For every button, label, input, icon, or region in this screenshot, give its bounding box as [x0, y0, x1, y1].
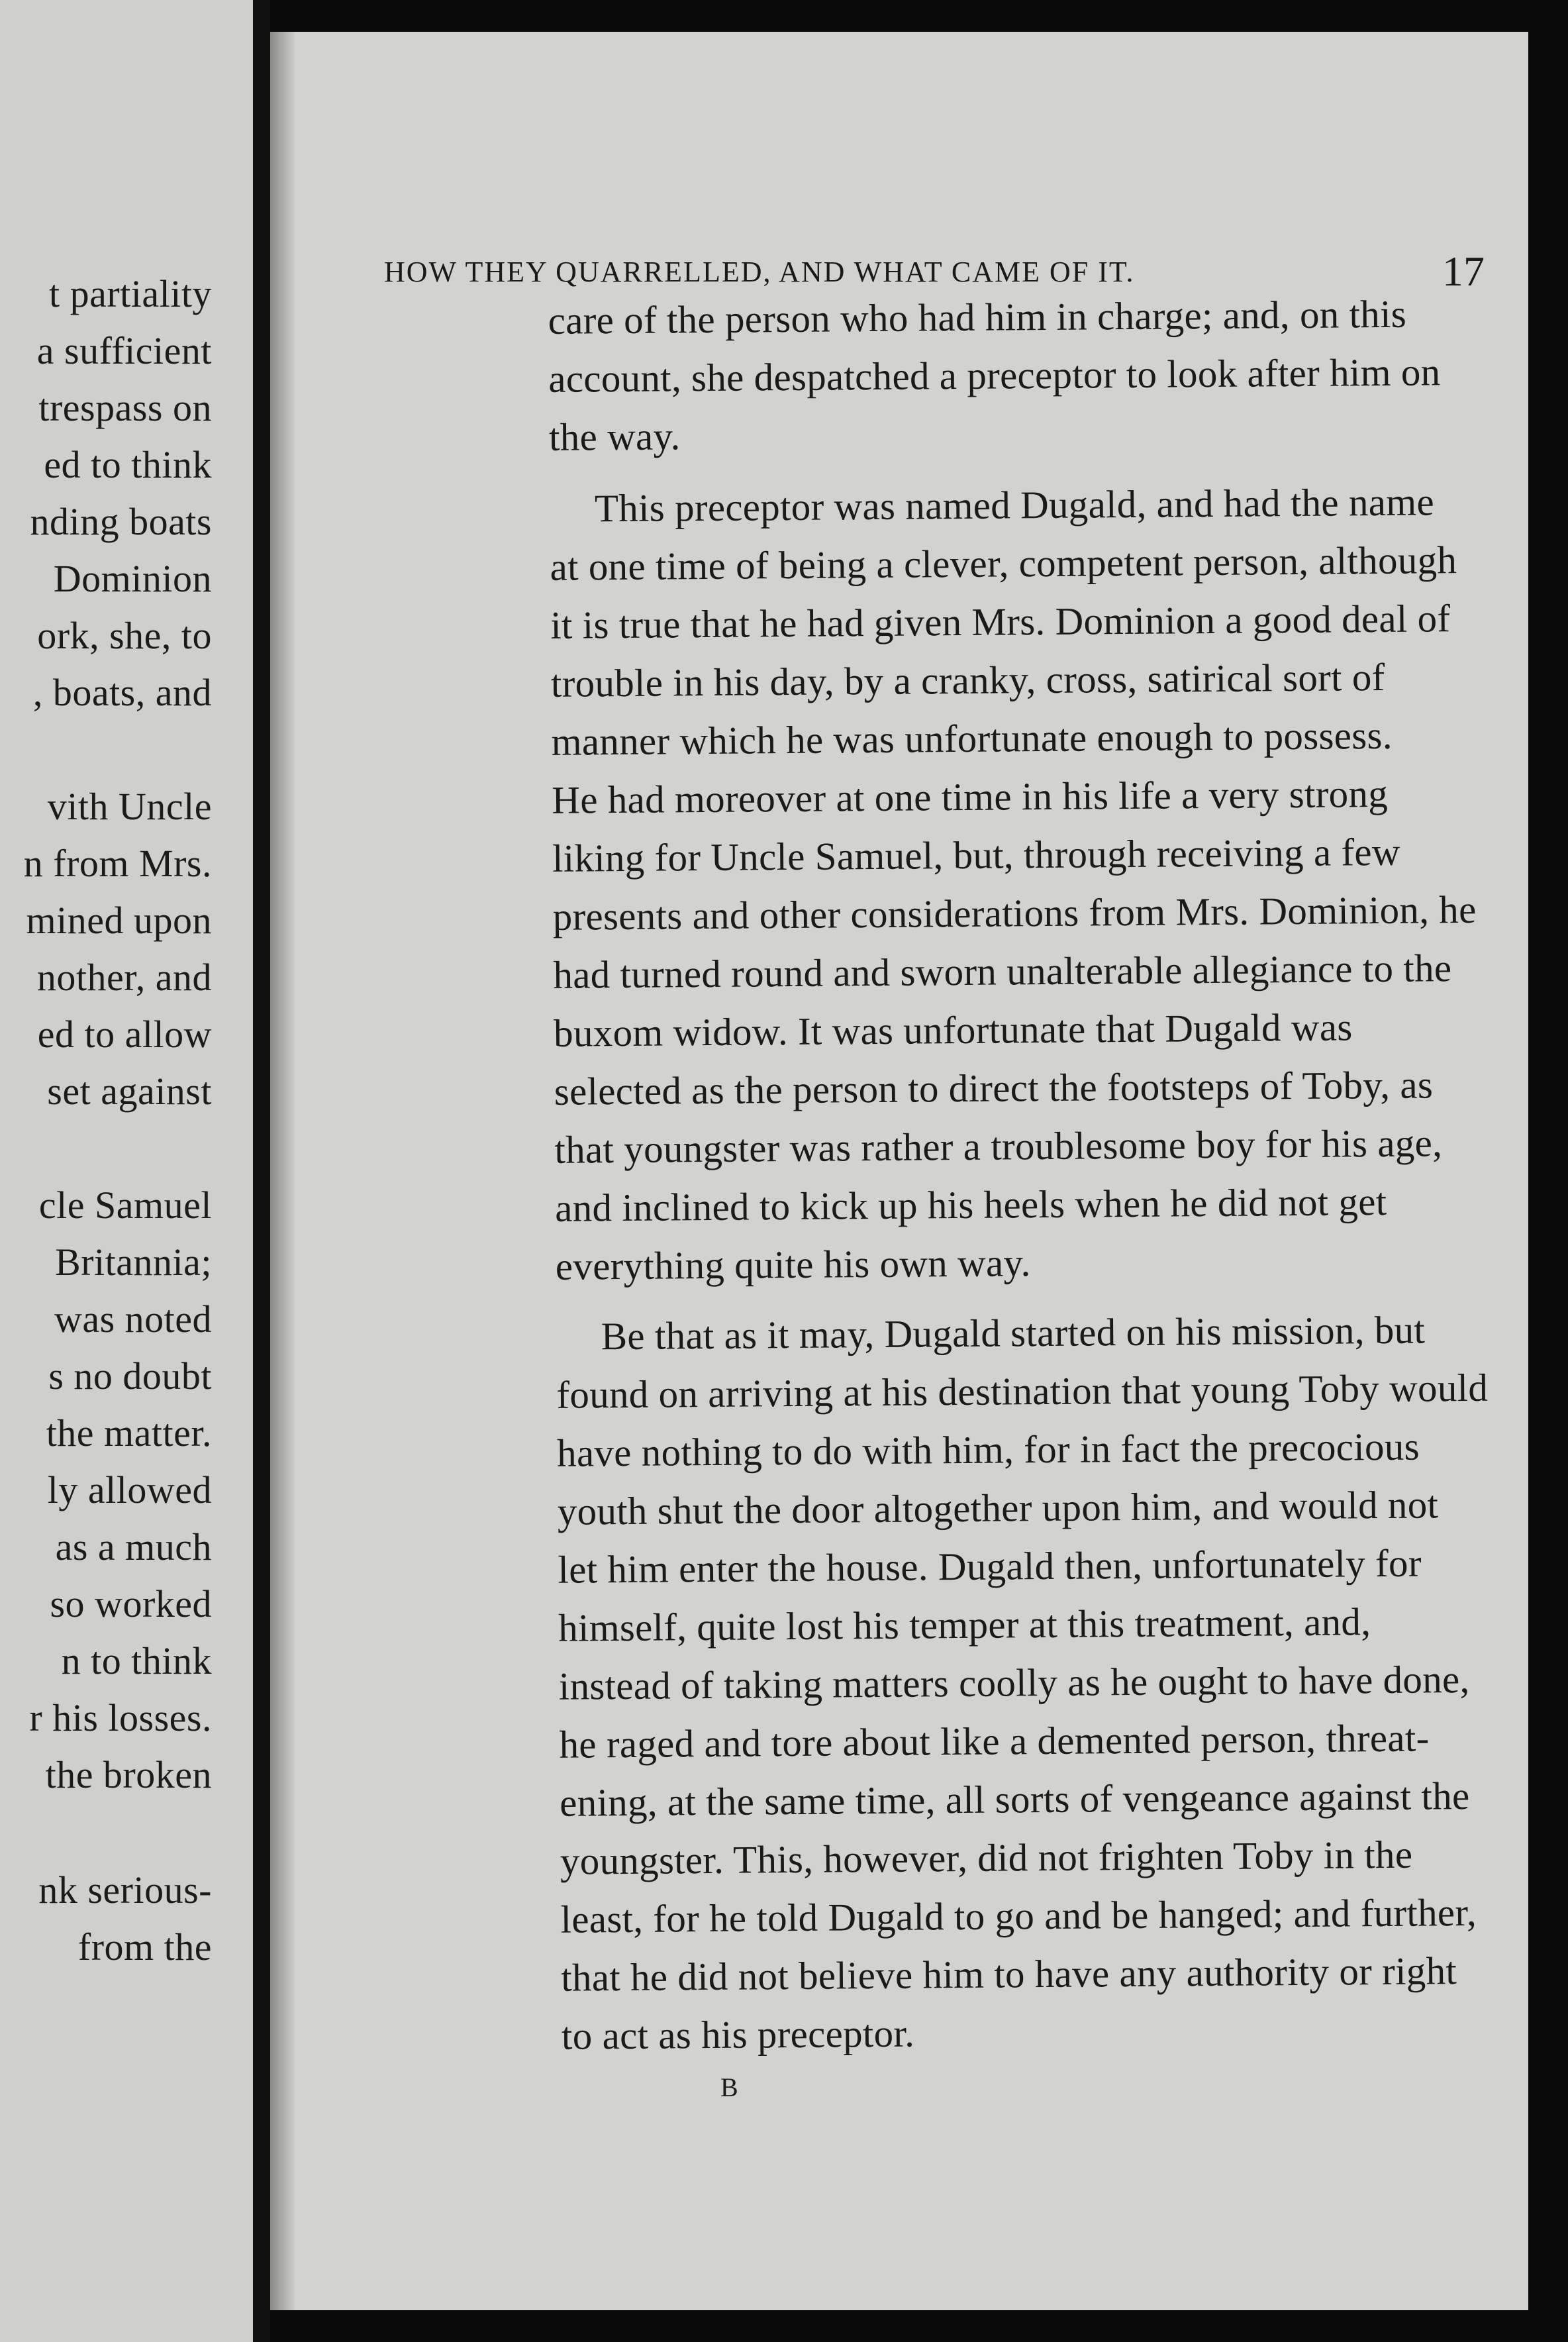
left-page-line: ly allowed — [47, 1468, 212, 1511]
left-page-line: so worked — [50, 1582, 212, 1625]
body-line: he raged and tore about like a demented person, threat- — [559, 1715, 1430, 1766]
left-page-line: , boats, and — [32, 671, 212, 714]
body-line: youth shut the door altogether upon him, and would not — [557, 1482, 1439, 1533]
body-line: let him enter the house. Dugald then, unfortunately for — [558, 1541, 1422, 1592]
body-line: selected as the person to direct the footsteps of Toby, as — [554, 1062, 1434, 1113]
body-line: at one time of being a clever, competent person, although — [550, 538, 1457, 589]
left-page-line: mined upon — [26, 899, 212, 942]
left-page-line: from the — [77, 1925, 212, 1968]
body-line: manner which he was unfortunate enough to possess. — [551, 713, 1393, 764]
body-line: trouble in his day, by a cranky, cross, satirical sort of — [550, 654, 1385, 705]
body-line: have nothing to do with him, for in fact the precocious — [556, 1424, 1420, 1475]
page-shadow — [270, 32, 297, 2310]
left-page-line: Dominion — [53, 557, 212, 600]
paragraph-first-line: Be that as it may, Dugald started on his mission, but — [601, 1307, 1426, 1358]
left-page-line: set against — [47, 1070, 212, 1113]
right-page — [270, 32, 1528, 2310]
body-line: youngster. This, however, did not frighten Toby in the — [560, 1832, 1413, 1883]
left-page-line: a sufficient — [36, 329, 212, 372]
body-line: had turned round and sworn unalterable allegiance to the — [553, 946, 1452, 997]
body-line: to act as his preceptor. — [561, 2011, 915, 2058]
body-line: instead of taking matters coolly as he ought to have done, — [558, 1656, 1470, 1708]
body-line: found on arriving at his destination that young Toby would — [556, 1365, 1489, 1417]
body-line: it is true that he had given Mrs. Dominion a good deal of — [550, 596, 1451, 647]
running-head: HOW THEY QUARRELLED, AND WHAT CAME OF IT. — [384, 256, 1135, 288]
paragraph-first-line: This preceptor was named Dugald, and had the name — [594, 480, 1435, 531]
left-page-line: Britannia; — [55, 1241, 212, 1284]
signature-mark: B — [720, 2072, 738, 2102]
left-page-line: vith Uncle — [47, 785, 212, 828]
left-page-line: ed to think — [44, 443, 212, 486]
left-page-line: r his losses. — [29, 1696, 212, 1739]
body-text — [262, 291, 1568, 2092]
scan-border — [1528, 0, 1568, 2342]
body-line: himself, quite lost his temper at this treatment, and, — [558, 1600, 1371, 1650]
body-line: the way. — [548, 414, 681, 459]
left-page-line: nk serious- — [38, 1868, 212, 1911]
left-page-line: was noted — [54, 1298, 212, 1341]
left-page-line: the matter. — [46, 1411, 212, 1454]
left-page-fragment — [0, 0, 253, 2342]
body-line: ening, at the same time, all sorts of vengeance against the — [560, 1774, 1470, 1825]
body-line: presents and other considerations from Mrs. Dominion, he — [552, 887, 1477, 939]
left-page-line: cle Samuel — [38, 1184, 212, 1227]
body-line: that he did not believe him to have any authority or right — [561, 1949, 1457, 2000]
left-page-line: n from Mrs. — [23, 842, 212, 885]
body-line: buxom widow. It was unfortunate that Dugald was — [553, 1005, 1353, 1055]
left-page-line: nding boats — [30, 500, 212, 543]
left-page-line: the broken — [45, 1753, 212, 1796]
left-page-line: trespass on — [38, 386, 212, 429]
left-page-line: n to think — [61, 1639, 212, 1682]
body-line: and inclined to kick up his heels when he did not get — [554, 1179, 1387, 1230]
left-page-line: t partiality — [49, 272, 212, 315]
body-line: everything quite his own way. — [555, 1241, 1031, 1288]
body-line: He had moreover at one time in his life a very strong — [552, 771, 1389, 822]
left-page-line: as a much — [55, 1525, 212, 1568]
body-line: that youngster was rather a troublesome boy for his age, — [554, 1121, 1443, 1172]
left-page-line: nother, and — [36, 956, 212, 999]
left-page-line: s no doubt — [48, 1354, 212, 1398]
left-page-line: ork, she, to — [37, 614, 212, 657]
body-line: liking for Uncle Samuel, but, through receiving a few — [552, 829, 1401, 880]
body-line: care of the person who had him in charge; and, on this — [548, 291, 1407, 342]
page-number: 17 — [1442, 248, 1485, 295]
left-page-line: ed to allow — [37, 1013, 212, 1056]
body-line: least, for he told Dugald to go and be hanged; and further, — [560, 1890, 1477, 1941]
body-line: account, she despatched a preceptor to look after him on — [548, 350, 1441, 401]
